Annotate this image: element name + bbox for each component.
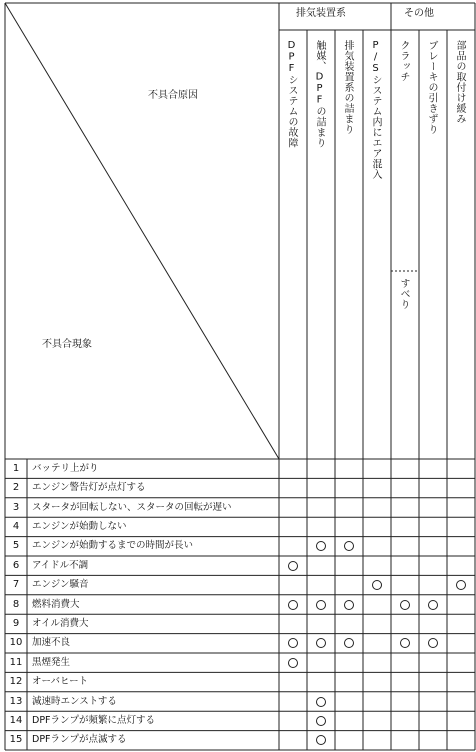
row-number: 3 xyxy=(12,501,20,513)
circle-mark-icon xyxy=(316,697,326,707)
row-number: 9 xyxy=(12,617,20,629)
row-number: 5 xyxy=(12,540,20,552)
circle-mark-icon xyxy=(344,600,354,610)
row-symptom: DPFランプが点滅する xyxy=(32,734,127,746)
cause-header-label: 不具合原因 xyxy=(148,90,198,101)
column-header-catalyst-clog: 触媒、DPFの詰まり xyxy=(314,40,325,148)
row-symptom: バッテリ上がり xyxy=(32,462,99,474)
row-symptom: オーバヒート xyxy=(32,676,89,688)
row-number: 8 xyxy=(12,598,20,610)
row-symptom: スタータが回転しない、スタータの回転が遅い xyxy=(32,501,232,513)
symptom-header-label: 不具合現象 xyxy=(42,339,92,350)
column-header-clutch: クラッチ xyxy=(398,40,409,82)
row-symptom: DPFランプが頻繁に点灯する xyxy=(32,714,156,726)
row-symptom: アイドル不調 xyxy=(32,559,89,571)
circle-mark-icon xyxy=(288,561,298,571)
row-number: 10 xyxy=(9,637,23,649)
row-symptom: 燃料消費大 xyxy=(32,598,80,610)
row-number: 15 xyxy=(9,734,23,746)
column-header-brake-drag: ブレーキの引きずり xyxy=(426,40,437,135)
column-subheader-clutch-slip: すべり xyxy=(398,278,409,310)
circle-mark-icon xyxy=(428,600,438,610)
row-symptom: 黒煙発生 xyxy=(32,656,71,668)
row-number: 1 xyxy=(12,462,20,474)
row-number: 2 xyxy=(12,482,20,494)
row-symptom: 減速時エンストする xyxy=(32,695,117,707)
row-symptom: エンジン警告灯が点灯する xyxy=(32,482,146,494)
header-diagonal xyxy=(5,3,279,459)
column-header-loose-parts: 部品の取付け緩み xyxy=(454,40,465,124)
row-symptom: エンジン騒音 xyxy=(32,579,89,591)
group-other: その他 xyxy=(404,8,434,19)
column-header-dpf-failure: DPFシステムの故障 xyxy=(286,40,297,148)
circle-mark-icon xyxy=(400,600,410,610)
circle-mark-icon xyxy=(316,716,326,726)
circle-mark-icon xyxy=(288,658,298,668)
row-number: 7 xyxy=(12,579,20,591)
row-number: 6 xyxy=(12,559,20,571)
row-symptom: 加速不良 xyxy=(32,637,71,649)
group-exhaust-system: 排気装置系 xyxy=(296,8,346,19)
row-number: 12 xyxy=(9,676,23,688)
row-number: 11 xyxy=(9,656,23,668)
row-number: 13 xyxy=(9,695,23,707)
row-symptom: エンジンが始動しない xyxy=(32,520,127,532)
row-number: 4 xyxy=(12,520,20,532)
row-number: 14 xyxy=(9,714,23,726)
column-header-exhaust-clog: 排気装置系の詰まり xyxy=(342,40,353,135)
row-symptom: エンジンが始動するまでの時間が長い xyxy=(32,540,194,552)
row-symptom: オイル消費大 xyxy=(32,617,89,629)
column-header-ps-air: P/Sシステム内にエア混入 xyxy=(370,40,381,180)
circle-mark-icon xyxy=(316,600,326,610)
circle-mark-icon xyxy=(288,600,298,610)
